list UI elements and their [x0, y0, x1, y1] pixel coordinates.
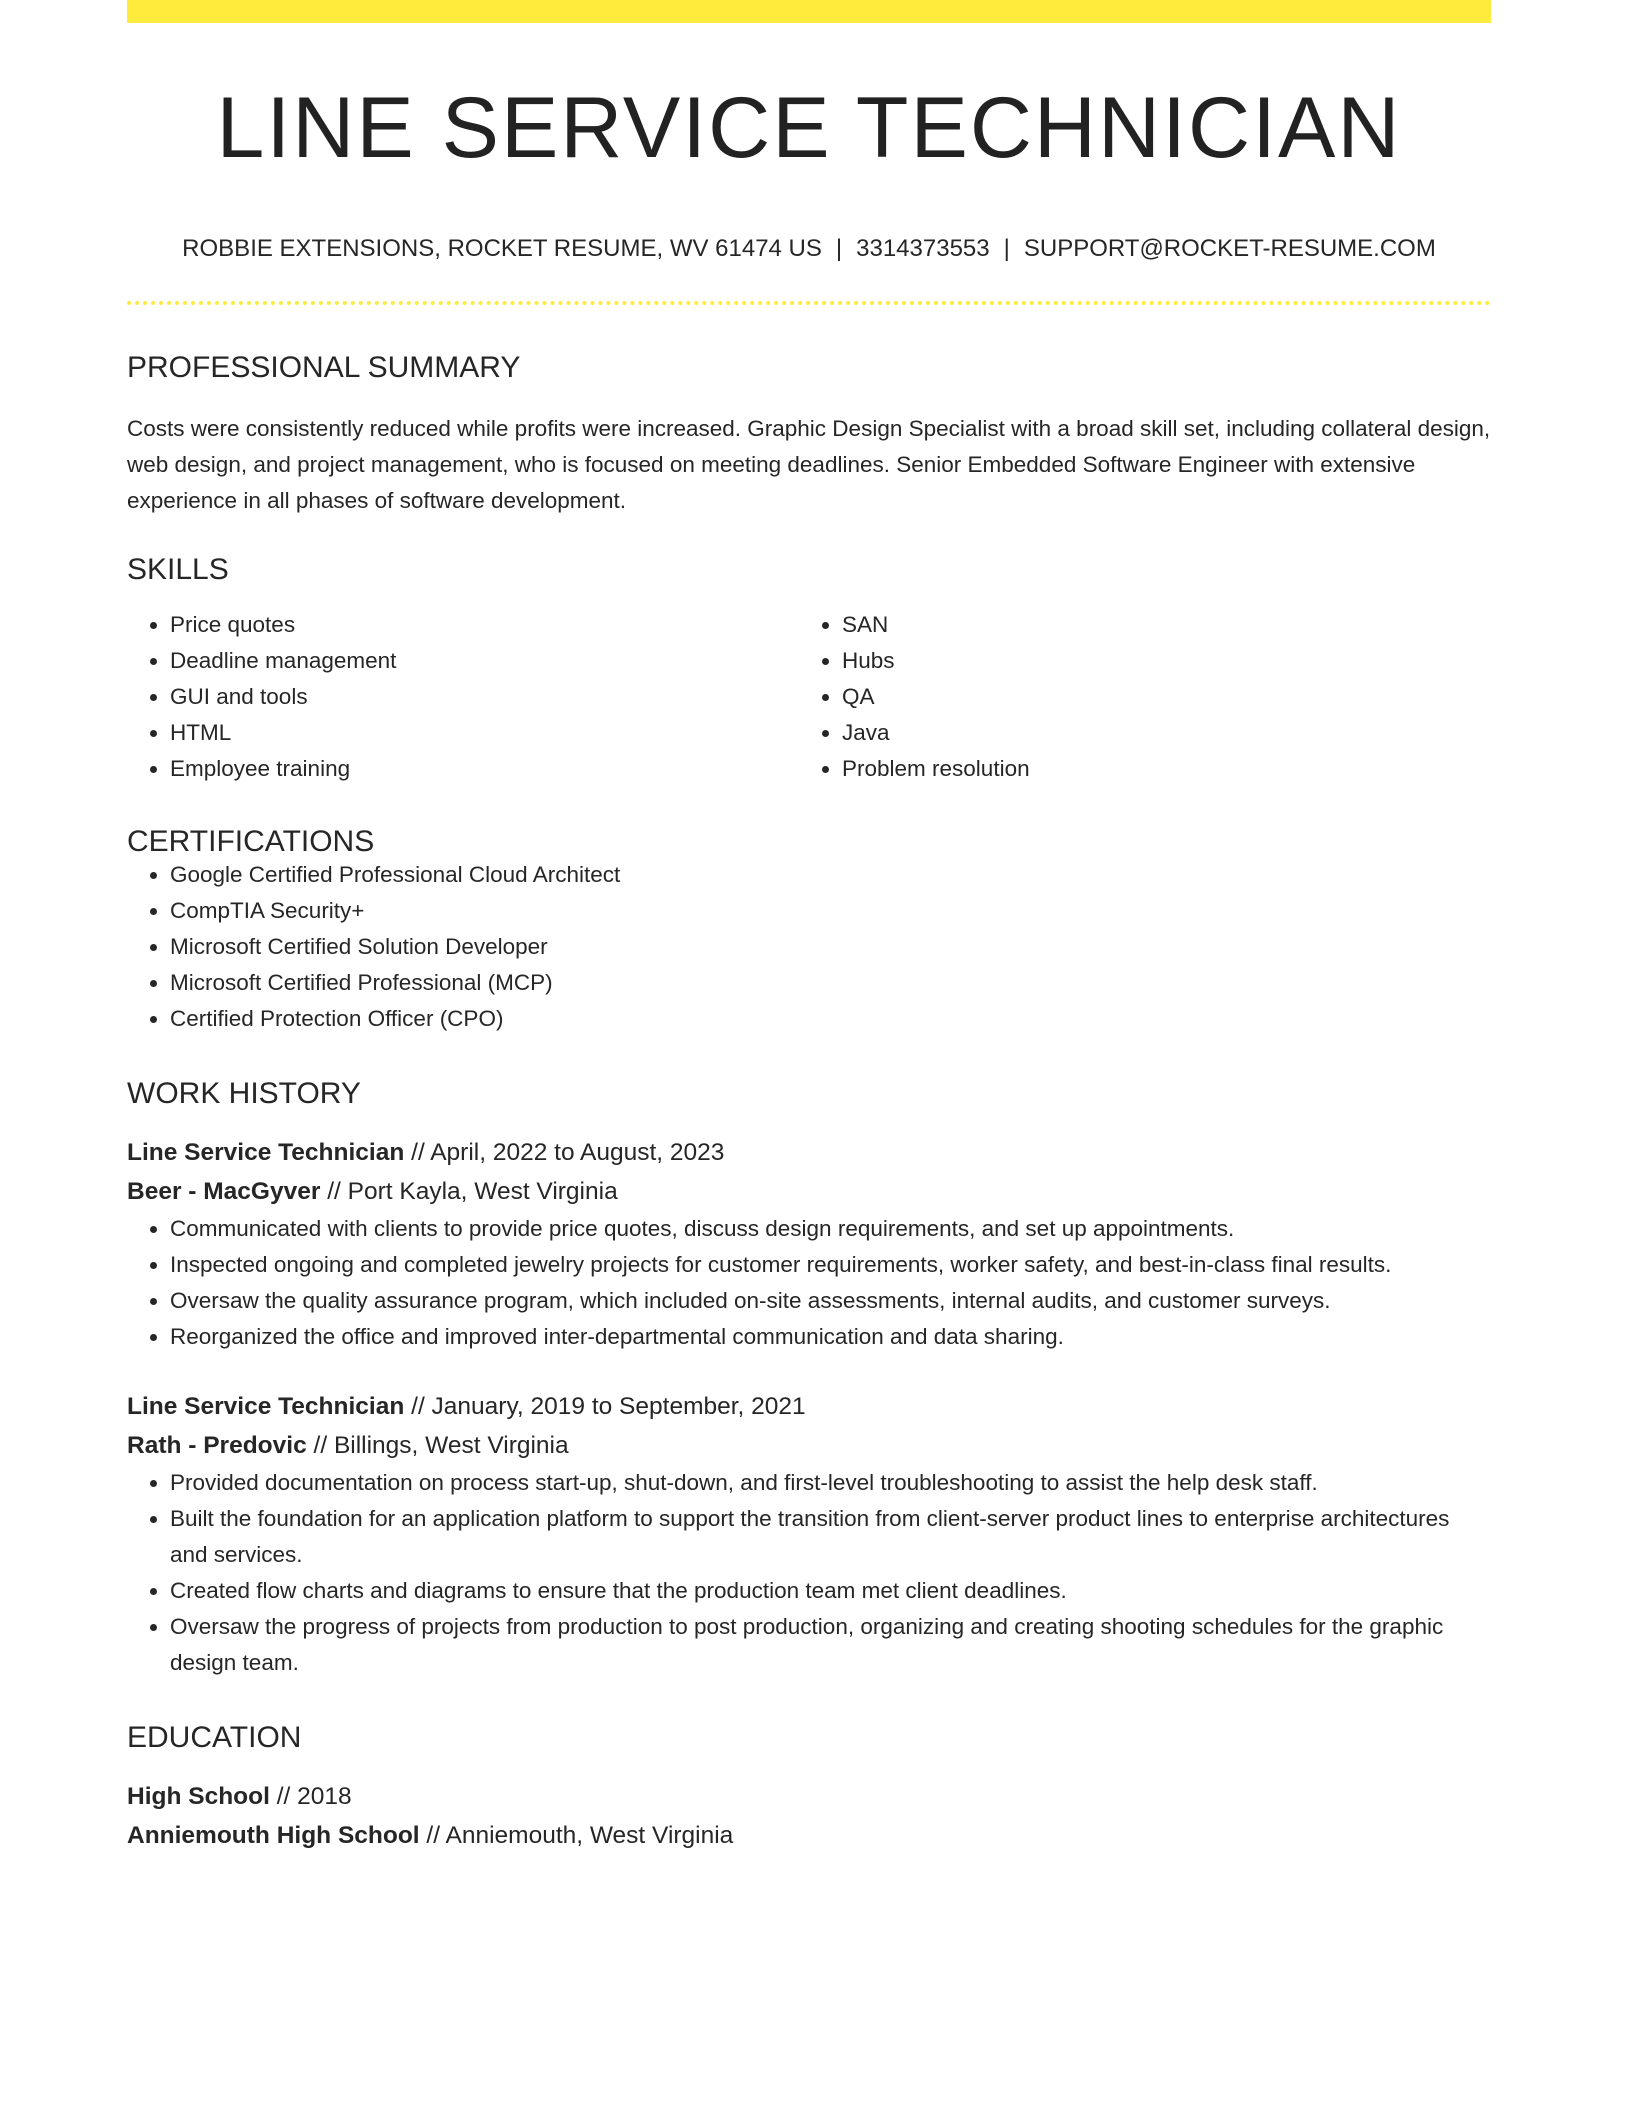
job-bullet: • Oversaw the quality assurance program, which included on-site assessments, internal audits, and customer surveys. — [170, 1283, 1491, 1319]
work-history-heading: WORK HISTORY — [127, 1077, 361, 1110]
contact-phone: 3314373553 — [856, 235, 990, 262]
skills-heading: SKILLS — [127, 553, 229, 586]
skill-item: • GUI and tools — [170, 679, 799, 715]
skill-item: • Hubs — [842, 643, 1471, 679]
job-role-line — [127, 1133, 1491, 1172]
job-bullet: • Reorganized the office and improved inter-departmental communication and data sharing. — [170, 1319, 1491, 1355]
skill-item: • QA — [842, 679, 1471, 715]
skill-item: • Java — [842, 715, 1471, 751]
skill-item: • Problem resolution — [842, 751, 1471, 787]
contact-separator: | — [835, 235, 843, 262]
job-bullet: • Created flow charts and diagrams to ensure that the production team met client deadlines. — [170, 1573, 1491, 1609]
education-entry — [127, 1777, 1491, 1855]
certification-item: • CompTIA Security+ — [170, 893, 1491, 929]
skill-item: • Employee training — [170, 751, 799, 787]
job-dates: // January, 2019 to September, 2021 — [404, 1393, 806, 1420]
education-heading: EDUCATION — [127, 1721, 302, 1754]
job-bullet: • Provided documentation on process start-up, shut-down, and first-level troubleshooting to assist the help desk staff. — [170, 1465, 1491, 1501]
job-bullet: • Communicated with clients to provide price quotes, discuss design requirements, and set up appointments. — [170, 1211, 1491, 1247]
job-company-line — [127, 1426, 1491, 1465]
resume-page — [127, 0, 1491, 1855]
skills-grid — [127, 607, 1491, 787]
job-location: // Port Kayla, West Virginia — [320, 1178, 618, 1205]
job-dates: // April, 2022 to August, 2023 — [404, 1139, 725, 1166]
education-degree: High School — [127, 1783, 270, 1810]
contact-address: ROBBIE EXTENSIONS, ROCKET RESUME, WV 61474 US — [182, 235, 822, 262]
job-bullet: • Built the foundation for an application platform to support the transition from client-server product lines to enterprise architectures and services. — [170, 1501, 1491, 1573]
skill-item: • Price quotes — [170, 607, 799, 643]
job-bullets — [127, 1465, 1491, 1681]
education-school: Anniemouth High School — [127, 1822, 420, 1849]
skills-list-left — [127, 607, 799, 787]
job-company: Beer - MacGyver — [127, 1178, 321, 1205]
job-bullets — [127, 1211, 1491, 1355]
summary-text: Costs were consistently reduced while profits were increased. Graphic Design Specialist with a broad skill set, including collateral design, web design, and project management, who is focused on meeting deadlines. Senior Embedded Software Engineer with extensive experience in all phases of software development. — [127, 416, 1491, 513]
job-company-line — [127, 1172, 1491, 1211]
job-company: Rath - Predovic — [127, 1432, 307, 1459]
job-role: Line Service Technician — [127, 1139, 405, 1166]
certification-item: • Microsoft Certified Solution Developer — [170, 929, 1491, 965]
skills-column-left — [127, 607, 799, 787]
dotted-divider — [127, 301, 1491, 305]
summary-heading: PROFESSIONAL SUMMARY — [127, 351, 521, 384]
skill-item: • HTML — [170, 715, 799, 751]
education-school-line — [127, 1816, 1491, 1855]
certification-item: • Certified Protection Officer (CPO) — [170, 1001, 1491, 1037]
skill-item: • Deadline management — [170, 643, 799, 679]
education-degree-line — [127, 1777, 1491, 1816]
job-bullet: • Oversaw the progress of projects from production to post production, organizing and creating shooting schedules for the graphic design team. — [170, 1609, 1491, 1681]
contact-email: SUPPORT@ROCKET-RESUME.COM — [1023, 235, 1436, 262]
certifications-list — [127, 857, 1491, 1037]
job-entry — [127, 1387, 1491, 1681]
job-entry — [127, 1133, 1491, 1355]
education-year: // 2018 — [269, 1783, 352, 1810]
accent-top-bar — [127, 0, 1491, 23]
certification-item: • Microsoft Certified Professional (MCP) — [170, 965, 1491, 1001]
skill-item: • SAN — [842, 607, 1471, 643]
skills-column-right — [799, 607, 1471, 787]
contact-separator: | — [1003, 235, 1010, 262]
education-location: // Anniemouth, West Virginia — [419, 1822, 734, 1849]
job-role: Line Service Technician — [127, 1393, 405, 1420]
skills-list-right — [799, 607, 1471, 787]
job-role-line — [127, 1387, 1491, 1426]
job-location: // Billings, West Virginia — [306, 1432, 569, 1459]
certifications-heading: CERTIFICATIONS — [127, 825, 375, 858]
job-bullet: • Inspected ongoing and completed jewelry projects for customer requirements, worker safety, and best-in-class final results. — [170, 1247, 1491, 1283]
certification-item: • Google Certified Professional Cloud Architect — [170, 857, 1491, 893]
candidate-title: LINE SERVICE TECHNICIAN — [216, 80, 1402, 176]
contact-line — [127, 237, 1491, 261]
